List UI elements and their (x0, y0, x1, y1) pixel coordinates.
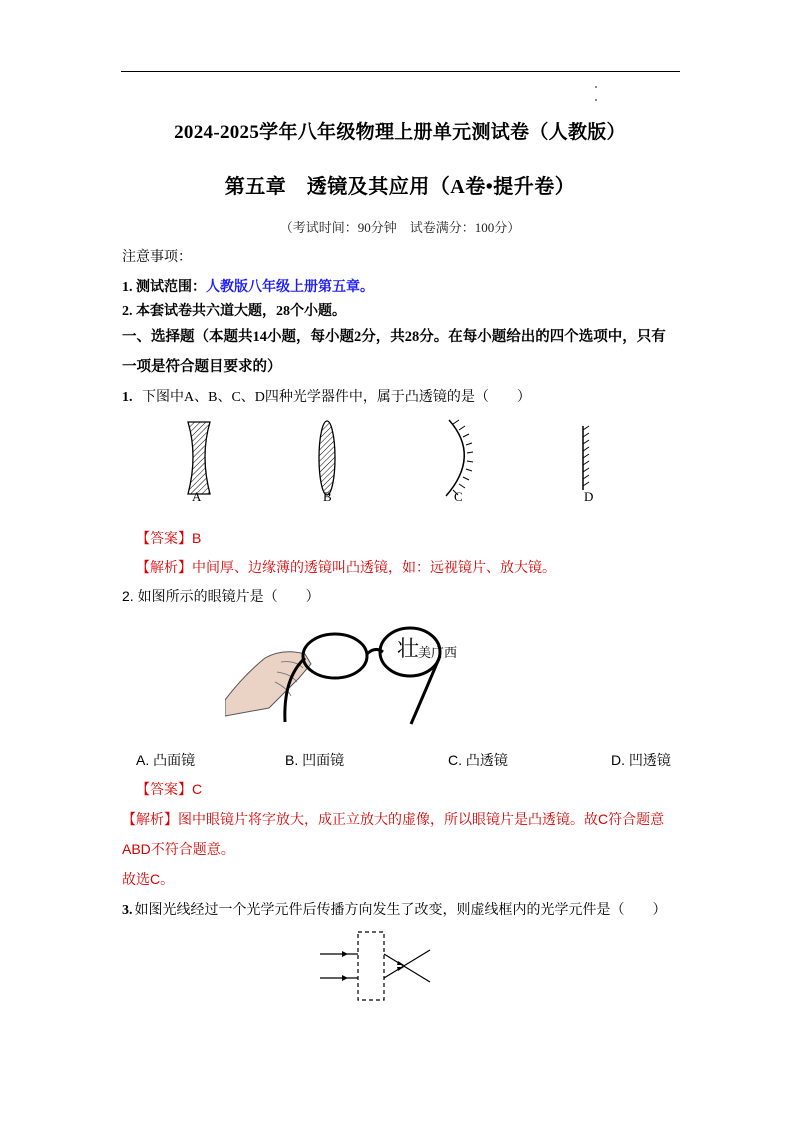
notes-item-1-value: 人教版八年级上册第五章。 (206, 280, 374, 295)
chapter-title: 第五章 透镜及其应用（A卷•提升卷） (224, 176, 576, 198)
question-1-text: 下图中A、B、C、D四种光学器件中，属于凸透镜的是（ ） (142, 390, 531, 405)
section-heading-line1: 一、选择题（本题共14小题，每小题2分，共28分。在每小题给出的四个选项中，只有 (122, 329, 666, 345)
paper-title: 2024-2025学年八年级物理上册单元测试卷（人教版） (174, 122, 626, 143)
mark-dot (595, 86, 597, 88)
notes-item-1-label: 1. 测试范围： (122, 280, 206, 295)
q1-analysis: 【解析】中间厚、边缘薄的透镜叫凸透镜，如：远视镜片、放大镜。 (136, 559, 556, 575)
mark-dot (595, 99, 597, 101)
q2-option-b: B. 凹面镜 (285, 752, 345, 768)
q2-option-a: A. 凸面镜 (136, 752, 196, 768)
q2-analysis-line2: ABD不符合题意。 (122, 841, 235, 857)
question-3 (122, 899, 667, 919)
dashed-box (358, 932, 384, 1000)
q2-analysis-line1: 【解析】图中眼镜片将字放大，成正立放大的虚像，所以眼镜片是凸透镜。故C符合题意 (122, 811, 665, 827)
q2-conclusion: 故选C。 (122, 871, 175, 887)
notes-heading: 注意事项： (122, 250, 192, 265)
q2-answer: 【答案】C (136, 781, 203, 797)
figure-big-char: 壮 (397, 636, 420, 661)
q2-glasses-figure (225, 618, 485, 730)
q2-option-c: C. 凸透镜 (448, 752, 508, 768)
q1-label-b: B (323, 489, 332, 504)
question-1 (122, 386, 531, 406)
q3-figure (318, 928, 438, 1004)
notes-item-2: 2. 本套试卷共六道大题，28个小题。 (122, 304, 346, 319)
figure-small-text: 美广西 (418, 645, 458, 660)
left-lens (303, 634, 367, 678)
convex-lens-b (319, 421, 335, 495)
question-2: 2. 如图所示的眼镜片是（ ） (122, 588, 320, 604)
question-3-text: 如图光线经过一个光学元件后传播方向发生了改变，则虚线框内的光学元件是（ ） (134, 903, 667, 918)
q1-label-a: A (192, 489, 202, 504)
section-heading-line2: 一项是符合题目要求的） (122, 359, 282, 375)
q1-answer: 【答案】B (136, 530, 202, 546)
concave-lens-a (188, 422, 210, 494)
header-rule (121, 71, 680, 72)
q1-label-d: D (584, 489, 594, 504)
q1-figure (170, 418, 630, 510)
question-1-number: 1. (122, 390, 133, 405)
exam-info: （考试时间：90分钟 试卷满分：100分） (279, 220, 521, 235)
q1-label-c: C (454, 489, 463, 504)
notes-item-1 (122, 276, 374, 296)
concave-mirror-c (446, 420, 464, 496)
q2-option-d: D. 凹透镜 (611, 752, 671, 768)
question-3-number: 3. (122, 903, 133, 918)
